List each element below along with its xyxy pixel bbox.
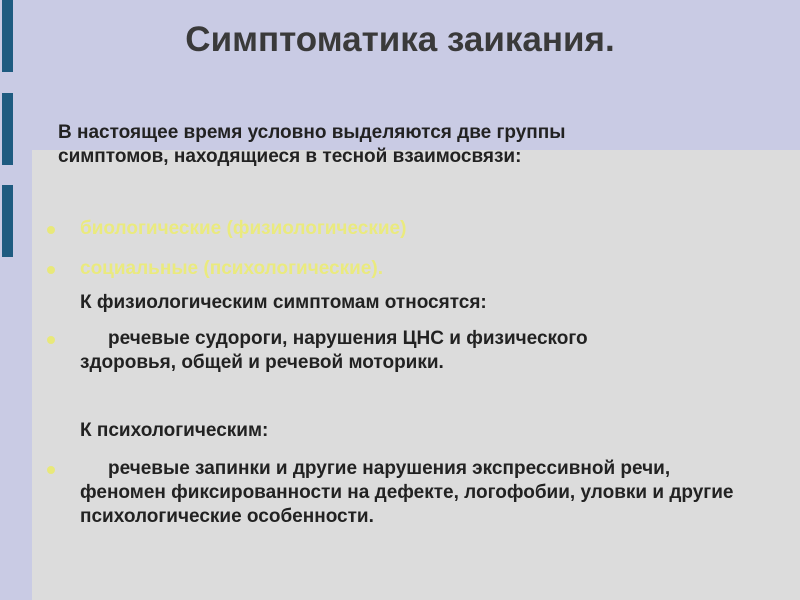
slide-title: Симптоматика заикания. [185,20,615,59]
list-item-text: социальные (психологические). [80,258,383,279]
list-item-text: биологические (физиологические) [80,218,407,239]
bullet-icon [47,266,55,274]
physio-heading: К физиологическим симптомам относятся: [80,292,487,313]
bullet-icon [47,226,55,234]
intro-text: В настоящее время условно выделяются две группы симптомов, находящиеся в тесной взаимосвязи: [58,122,566,167]
bullet-icon [47,466,55,474]
bullet-icon [47,336,55,344]
psycho-heading: К психологическим: [80,420,269,441]
list-item-text: речевые запинки и другие нарушения экспрессивной речи, феномен фиксированности на дефекте, логофобии, уловки и другие психологические особенности. [80,458,734,527]
left-decor-bars [0,0,16,600]
decor-bar [2,185,13,257]
decor-bar [2,93,13,165]
list-item-text: речевые судороги, нарушения ЦНС и физического здоровья, общей и речевой моторики. [80,328,588,373]
